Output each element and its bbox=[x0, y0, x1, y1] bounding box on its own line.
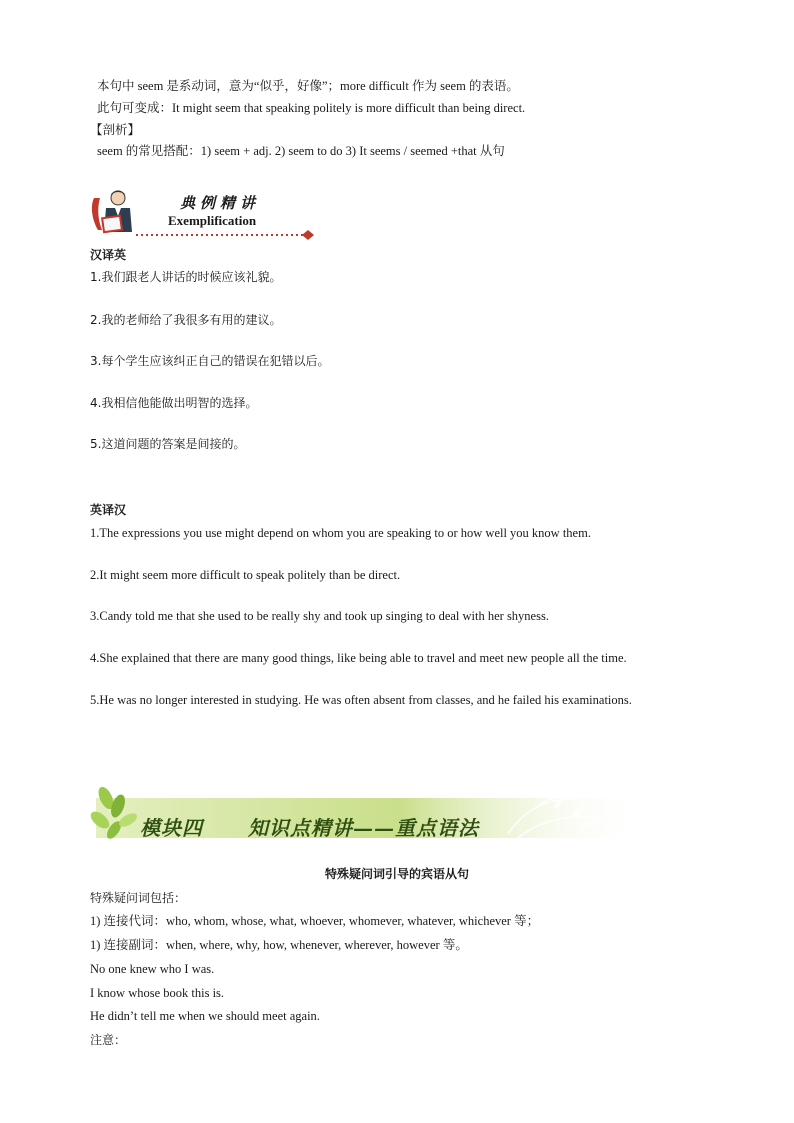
module-label: 模块四 bbox=[140, 816, 203, 840]
cn-to-en-heading: 汉译英 bbox=[90, 248, 127, 262]
grammar-intro: 特殊疑问词包括： bbox=[90, 891, 187, 905]
exemplification-title-cn: 典例精讲 bbox=[180, 194, 261, 212]
en-item: 3.Candy told me that she used to be really shy and took up singing to deal with her shyness. bbox=[90, 609, 549, 623]
en-item: 5.He was no longer interested in studying. He was often absent from classes, and he failed his examinations. bbox=[90, 693, 632, 707]
grammar-note-heading: 注意： bbox=[90, 1033, 127, 1047]
grammar-example: I know whose book this is. bbox=[90, 986, 225, 1000]
grammar-item-adverbs: 1) 连接副词：when, where, why, how, whenever, wherever, however 等。 bbox=[90, 938, 468, 952]
dotted-divider bbox=[136, 230, 314, 240]
en-item: 1.The expressions you use might depend on whom you are speaking to or how well you know them. bbox=[90, 526, 591, 540]
grammar-title: 特殊疑问词引导的宾语从句 bbox=[324, 867, 469, 881]
grammar-example: He didn’t tell me when we should meet again. bbox=[90, 1009, 320, 1023]
en-item: 4.She explained that there are many good things, like being able to travel and meet new people all the time. bbox=[90, 651, 627, 665]
grammar-example: No one knew who I was. bbox=[90, 962, 215, 976]
en-to-cn-heading: 英译汉 bbox=[90, 503, 127, 517]
cn-item: 5.这道问题的答案是间接的。 bbox=[90, 437, 246, 451]
exemplification-title-en: Exemplification bbox=[168, 213, 257, 228]
note-line-transform: 此句可变成：It might seem that speaking politely is more difficult than being direct. bbox=[97, 101, 526, 115]
note-line-collocations: seem 的常见搭配：1) seem + adj. 2) seem to do 3) It seems / seemed +that 从句 bbox=[97, 144, 505, 158]
module-title: 知识点精讲——重点语法 bbox=[248, 816, 479, 840]
en-item: 2.It might seem more difficult to speak politely than be direct. bbox=[90, 568, 401, 582]
cn-item: 2.我的老师给了我很多有用的建议。 bbox=[90, 313, 282, 327]
analysis-heading: 【剖析】 bbox=[90, 123, 141, 137]
teacher-reading-icon bbox=[92, 191, 132, 234]
note-line-seem-linking-verb: 本句中 seem 是系动词，意为“似乎，好像”；more difficult 作为 seem 的表语。 bbox=[97, 79, 519, 93]
cn-item: 4.我相信他能做出明智的选择。 bbox=[90, 396, 258, 410]
cn-item: 1.我们跟老人讲话的时候应该礼貌。 bbox=[90, 270, 282, 284]
grammar-item-pronouns: 1) 连接代词：who, whom, whose, what, whoever, whomever, whatever, whichever 等； bbox=[90, 914, 540, 928]
cn-item: 3.每个学生应该纠正自己的错误在犯错以后。 bbox=[90, 354, 330, 368]
